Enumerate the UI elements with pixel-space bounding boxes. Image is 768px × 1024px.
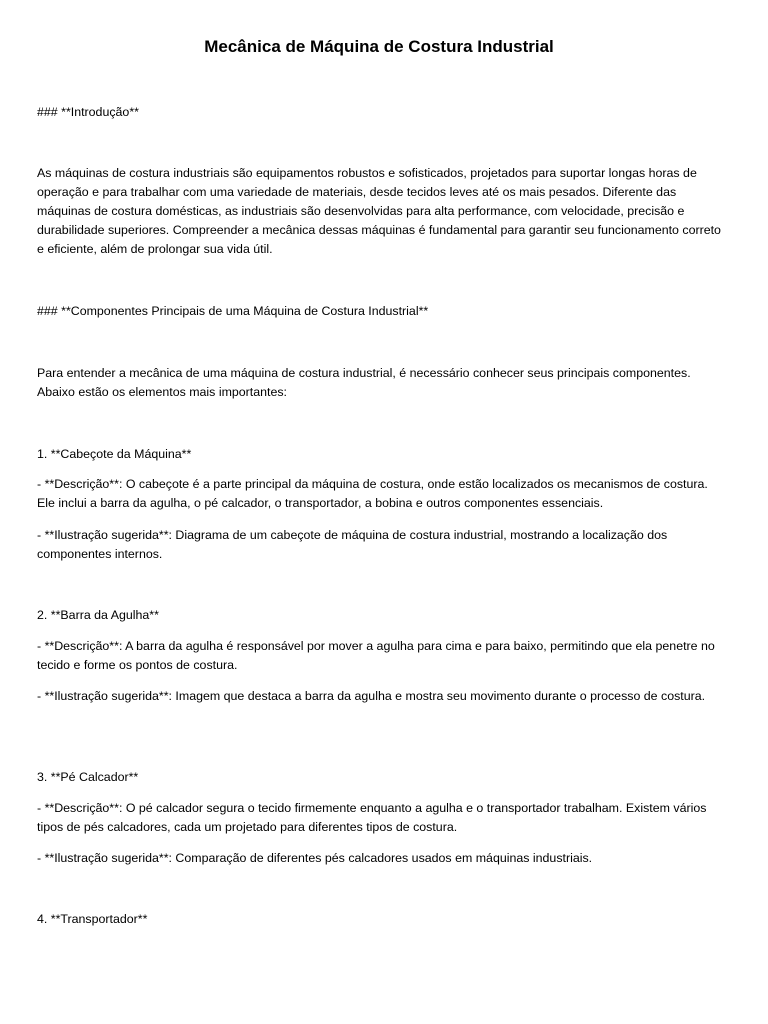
- item-1-illustration: - **Ilustração sugerida**: Diagrama de um cabeçote de máquina de costura industrial, mostrando a localização dos componentes internos.: [37, 528, 668, 561]
- item-2-heading: 2. **Barra da Agulha**: [37, 608, 159, 622]
- item-2-illustration: - **Ilustração sugerida**: Imagem que destaca a barra da agulha e mostra seu movimento durante o processo de costura.: [37, 689, 706, 703]
- item-4-heading: 4. **Transportador**: [37, 912, 148, 926]
- item-1-description: - **Descrição**: O cabeçote é a parte principal da máquina de costura, onde estão localizados os mecanismos de costura. Ele inclui a barra da agulha, o pé calcador, o transportador, a bobina e outros componentes essenciais.: [37, 477, 708, 510]
- intro-paragraph: As máquinas de costura industriais são equipamentos robustos e sofisticados, projetados para suportar longas horas de operação e para trabalhar com uma variedade de materiais, desde tecidos leves até os mais pesados. Diferente das máquinas de costura domésticas, as industriais são desenvolvidas para alta performance, com velocidade, precisão e durabilidade superiores. Compreender a mecânica dessas máquinas é fundamental para garantir seu funcionamento correto e eficiente, além de prolongar sua vida útil.: [37, 166, 721, 256]
- item-1-heading: 1. **Cabeçote da Máquina**: [37, 447, 192, 461]
- intro-heading: ### **Introdução**: [37, 105, 139, 119]
- item-3-illustration: - **Ilustração sugerida**: Comparação de diferentes pés calcadores usados em máquinas industriais.: [37, 851, 593, 865]
- components-intro-paragraph: Para entender a mecânica de uma máquina de costura industrial, é necessário conhecer seus principais componentes. Abaixo estão os elementos mais importantes:: [37, 366, 691, 399]
- item-3-description: - **Descrição**: O pé calcador segura o tecido firmemente enquanto a agulha e o transportador trabalham. Existem vários tipos de pés calcadores, cada um projetado para diferentes tipos de costura.: [37, 801, 707, 834]
- components-heading: ### **Componentes Principais de uma Máquina de Costura Industrial**: [37, 304, 429, 318]
- item-2-description: - **Descrição**: A barra da agulha é responsável por mover a agulha para cima e para baixo, permitindo que ela penetre no tecido e forme os pontos de costura.: [37, 639, 715, 672]
- item-3-heading: 3. **Pé Calcador**: [37, 770, 139, 784]
- document-title: Mecânica de Máquina de Costura Industrial: [204, 37, 554, 56]
